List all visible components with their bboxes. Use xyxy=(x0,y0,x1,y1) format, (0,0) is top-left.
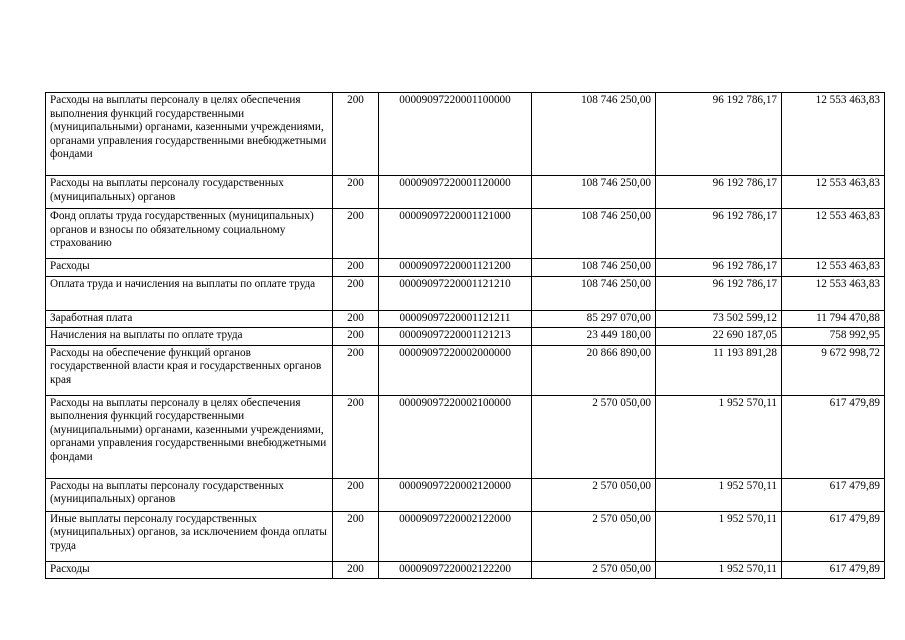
line-item-name: Расходы на выплаты персоналу в целях обеспечения выполнения функций государственными (муниципальными) органами, казенными учреждениями, органами управления государственными внебюджетными фондами xyxy=(46,93,333,176)
table-row xyxy=(46,561,885,579)
line-item-name: Иные выплаты персоналу государственных (муниципальных) органов, за исключением фонда оплаты труда xyxy=(46,511,333,561)
approved-amount: 2 570 050,00 xyxy=(532,561,656,579)
budget-classification-code: 00009097220001121200 xyxy=(379,259,532,277)
executed-amount: 73 502 599,12 xyxy=(656,310,782,328)
table-row xyxy=(46,328,885,346)
approved-amount: 85 297 070,00 xyxy=(532,310,656,328)
executed-amount: 1 952 570,11 xyxy=(656,561,782,579)
budget-classification-code: 00009097220001100000 xyxy=(379,93,532,176)
table-row xyxy=(46,209,885,259)
unexecuted-amount: 9 672 998,72 xyxy=(782,345,885,395)
line-code: 200 xyxy=(333,511,379,561)
line-code: 200 xyxy=(333,310,379,328)
table-body xyxy=(46,93,885,579)
line-code: 200 xyxy=(333,93,379,176)
budget-classification-code: 00009097220002100000 xyxy=(379,395,532,478)
line-item-name: Начисления на выплаты по оплате труда xyxy=(46,328,333,346)
unexecuted-amount: 617 479,89 xyxy=(782,511,885,561)
line-code: 200 xyxy=(333,276,379,310)
table-row xyxy=(46,93,885,176)
line-item-name: Расходы на выплаты персоналу государственных (муниципальных) органов xyxy=(46,176,333,209)
table-row xyxy=(46,345,885,395)
budget-expenses-table xyxy=(45,92,885,579)
line-code: 200 xyxy=(333,176,379,209)
approved-amount: 23 449 180,00 xyxy=(532,328,656,346)
budget-classification-code: 00009097220002122200 xyxy=(379,561,532,579)
line-code: 200 xyxy=(333,328,379,346)
approved-amount: 108 746 250,00 xyxy=(532,209,656,259)
line-item-name: Расходы xyxy=(46,561,333,579)
budget-classification-code: 00009097220002120000 xyxy=(379,478,532,511)
unexecuted-amount: 11 794 470,88 xyxy=(782,310,885,328)
approved-amount: 2 570 050,00 xyxy=(532,478,656,511)
budget-classification-code: 00009097220002122000 xyxy=(379,511,532,561)
executed-amount: 1 952 570,11 xyxy=(656,395,782,478)
approved-amount: 108 746 250,00 xyxy=(532,176,656,209)
table-row xyxy=(46,276,885,310)
approved-amount: 20 866 890,00 xyxy=(532,345,656,395)
executed-amount: 96 192 786,17 xyxy=(656,259,782,277)
line-code: 200 xyxy=(333,561,379,579)
unexecuted-amount: 758 992,95 xyxy=(782,328,885,346)
line-code: 200 xyxy=(333,209,379,259)
line-item-name: Оплата труда и начисления на выплаты по оплате труда xyxy=(46,276,333,310)
budget-classification-code: 00009097220001120000 xyxy=(379,176,532,209)
executed-amount: 96 192 786,17 xyxy=(656,93,782,176)
line-item-name: Расходы xyxy=(46,259,333,277)
unexecuted-amount: 12 553 463,83 xyxy=(782,176,885,209)
line-item-name: Заработная плата xyxy=(46,310,333,328)
table-row xyxy=(46,310,885,328)
executed-amount: 1 952 570,11 xyxy=(656,478,782,511)
table-row xyxy=(46,176,885,209)
executed-amount: 1 952 570,11 xyxy=(656,511,782,561)
line-code: 200 xyxy=(333,345,379,395)
budget-classification-code: 00009097220001121000 xyxy=(379,209,532,259)
line-code: 200 xyxy=(333,478,379,511)
approved-amount: 108 746 250,00 xyxy=(532,276,656,310)
line-item-name: Расходы на выплаты персоналу государственных (муниципальных) органов xyxy=(46,478,333,511)
line-item-name: Расходы на обеспечение функций органов государственной власти края и государственных органов края xyxy=(46,345,333,395)
table-row xyxy=(46,511,885,561)
table-row xyxy=(46,259,885,277)
unexecuted-amount: 12 553 463,83 xyxy=(782,276,885,310)
unexecuted-amount: 617 479,89 xyxy=(782,478,885,511)
unexecuted-amount: 617 479,89 xyxy=(782,395,885,478)
approved-amount: 2 570 050,00 xyxy=(532,511,656,561)
executed-amount: 22 690 187,05 xyxy=(656,328,782,346)
line-code: 200 xyxy=(333,395,379,478)
unexecuted-amount: 12 553 463,83 xyxy=(782,209,885,259)
unexecuted-amount: 12 553 463,83 xyxy=(782,259,885,277)
budget-classification-code: 00009097220001121213 xyxy=(379,328,532,346)
table-row xyxy=(46,478,885,511)
executed-amount: 96 192 786,17 xyxy=(656,176,782,209)
executed-amount: 11 193 891,28 xyxy=(656,345,782,395)
approved-amount: 2 570 050,00 xyxy=(532,395,656,478)
line-item-name: Расходы на выплаты персоналу в целях обеспечения выполнения функций государственными (муниципальными) органами, казенными учреждениями, органами управления государственными внебюджетными фондами xyxy=(46,395,333,478)
budget-classification-code: 00009097220002000000 xyxy=(379,345,532,395)
approved-amount: 108 746 250,00 xyxy=(532,259,656,277)
budget-classification-code: 00009097220001121211 xyxy=(379,310,532,328)
executed-amount: 96 192 786,17 xyxy=(656,276,782,310)
executed-amount: 96 192 786,17 xyxy=(656,209,782,259)
unexecuted-amount: 12 553 463,83 xyxy=(782,93,885,176)
approved-amount: 108 746 250,00 xyxy=(532,93,656,176)
line-code: 200 xyxy=(333,259,379,277)
line-item-name: Фонд оплаты труда государственных (муниципальных) органов и взносы по обязательному социальному страхованию xyxy=(46,209,333,259)
unexecuted-amount: 617 479,89 xyxy=(782,561,885,579)
budget-classification-code: 00009097220001121210 xyxy=(379,276,532,310)
table-row xyxy=(46,395,885,478)
